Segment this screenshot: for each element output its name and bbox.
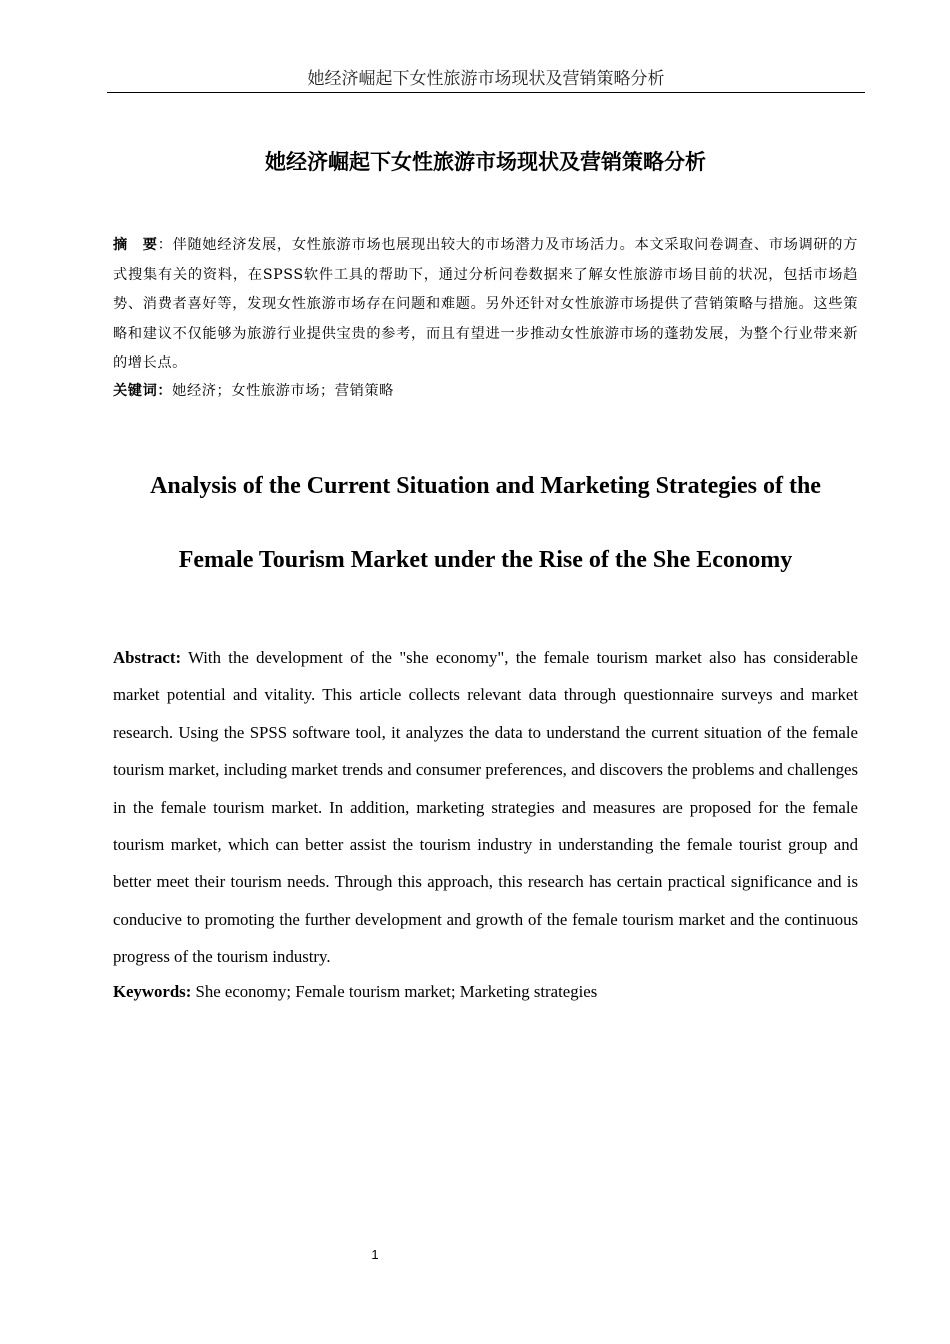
running-header <box>107 66 865 93</box>
page-number: 1 <box>371 1247 379 1262</box>
chinese-title: 她经济崛起下女性旅游市场现状及营销策略分析 <box>265 150 706 174</box>
running-header-title: 她经济崛起下女性旅游市场现状及营销策略分析 <box>307 69 665 89</box>
chinese-keywords-text: 她经济；女性旅游市场；营销策略 <box>172 383 394 399</box>
chinese-keywords <box>113 377 858 405</box>
english-title <box>113 449 858 597</box>
english-keywords <box>113 978 858 1006</box>
english-abstract-label: Abstract: <box>113 648 182 667</box>
chinese-abstract-label: 摘 要 <box>113 237 158 253</box>
english-keywords-text: She economy; Female tourism market; Marketing strategies <box>195 982 598 1001</box>
english-abstract-text: With the development of the "she economy", the female tourism market also has considerable market potential and vitality. This article collects relevant data through questionnaire surveys and market research. Using the SPSS software tool, it analyzes the data to understand the current situation of the female tourism market, including market trends and consumer preferences, and discovers the problems and challenges in the female tourism market. In addition, marketing strategies and measures are proposed for the female tourism market, which can better assist the tourism industry in understanding the female tourist group and better meet their tourism needs. Through this approach, this research has certain practical significance and is conducive to promoting the further development and growth of the female tourism market and the continuous progress of the tourism industry. <box>113 648 858 967</box>
english-keywords-label: Keywords: <box>113 982 192 1001</box>
english-title-line-2: Female Tourism Market under the Rise of the She Economy <box>178 547 793 573</box>
chinese-abstract-separator: ： <box>157 237 173 253</box>
english-title-line-1: Analysis of the Current Situation and Marketing Strategies of the <box>150 473 821 499</box>
chinese-abstract <box>113 231 858 379</box>
chinese-keywords-label: 关键词： <box>113 383 173 399</box>
english-abstract <box>113 639 858 976</box>
chinese-abstract-text: 伴随她经济发展，女性旅游市场也展现出较大的市场潜力及市场活力。本文采取问卷调查、市场调研的方式搜集有关的资料，在SPSS软件工具的帮助下，通过分析问卷数据来了解女性旅游市场目前的状况，包括市场趋势、消费者喜好等，发现女性旅游市场存在问题和难题。另外还针对女性旅游市场提供了营销策略与措施。这些策略和建议不仅能够为旅游行业提供宝贵的参考，而且有望进一步推动女性旅游市场的蓬勃发展，为整个行业带来新的增长点。 <box>113 237 858 371</box>
